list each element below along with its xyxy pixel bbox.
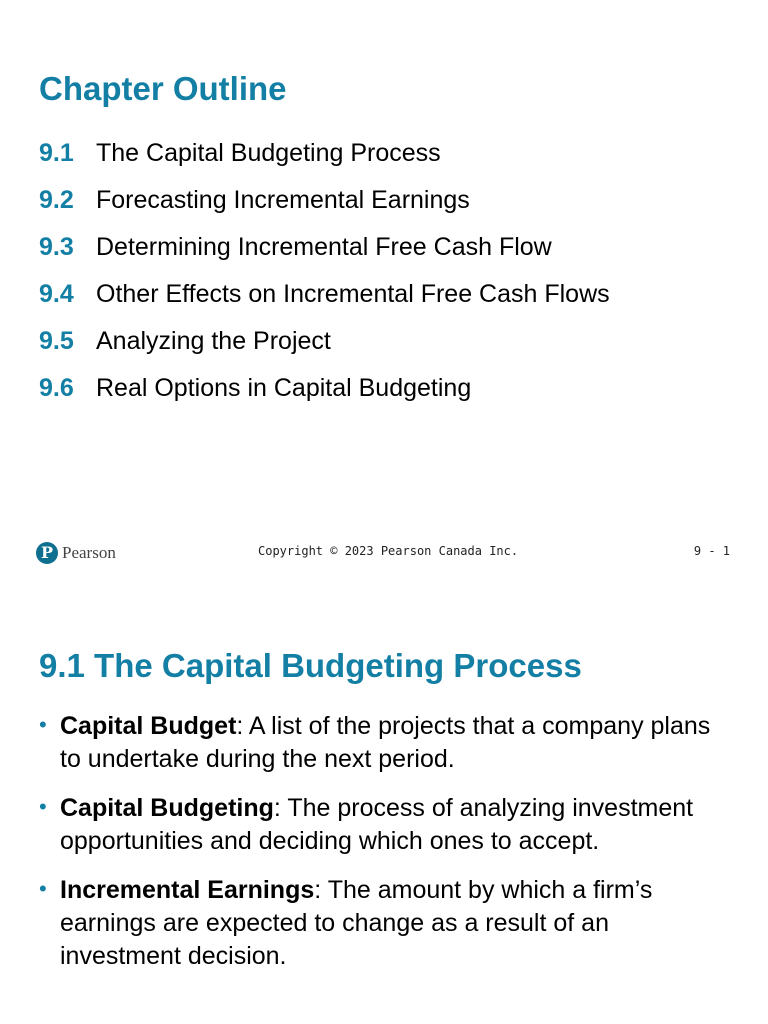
section-number: 9.6 [39,374,74,402]
section-title: Other Effects on Incremental Free Cash Flows [96,280,610,308]
section-number: 9.4 [39,280,74,308]
section-title: The Capital Budgeting Process [96,139,441,167]
slide-footer [0,537,768,567]
bullet-icon: • [39,876,47,901]
outline-item [39,372,610,419]
section-number: 9.3 [39,233,74,261]
slide-capital-budgeting-process [0,585,768,1024]
section-title: Analyzing the Project [96,327,331,355]
pearson-logo-icon: P [36,542,58,564]
section-title: Forecasting Incremental Earnings [96,186,470,214]
term: Capital Budget [60,712,237,740]
slide-title: 9.1 The Capital Budgeting Process [39,647,582,684]
outline-item [39,231,610,278]
section-number: 9.5 [39,327,74,355]
outline-item [39,137,610,184]
definition: : The amount by which a firm’s earnings are expected to change as a result of an investment decision. [60,876,653,970]
definition-item [39,710,729,776]
section-title: Real Options in Capital Budgeting [96,374,472,402]
term: Incremental Earnings [60,876,315,904]
copyright-notice: Copyright © 2023 Pearson Canada Inc. [258,544,519,558]
chapter-outline-list [39,137,610,419]
definition-list [39,710,729,989]
section-title: Determining Incremental Free Cash Flow [96,233,552,261]
pearson-logo [36,541,116,565]
definition: : A list of the projects that a company plans to undertake during the next period. [60,712,711,773]
bullet-icon: • [39,712,47,737]
outline-item [39,184,610,231]
page-number: 9 - 1 [693,544,730,558]
pearson-logo-text: Pearson [62,543,116,562]
outline-item [39,278,610,325]
definition-item [39,792,729,858]
slide-title: Chapter Outline [39,70,287,107]
definition: : The process of analyzing investment opportunities and deciding which ones to accept. [60,794,694,855]
definition-item [39,874,729,973]
section-number: 9.1 [39,139,74,167]
term: Capital Budgeting [60,794,274,822]
outline-item [39,325,610,372]
section-number: 9.2 [39,186,74,214]
bullet-icon: • [39,794,47,819]
